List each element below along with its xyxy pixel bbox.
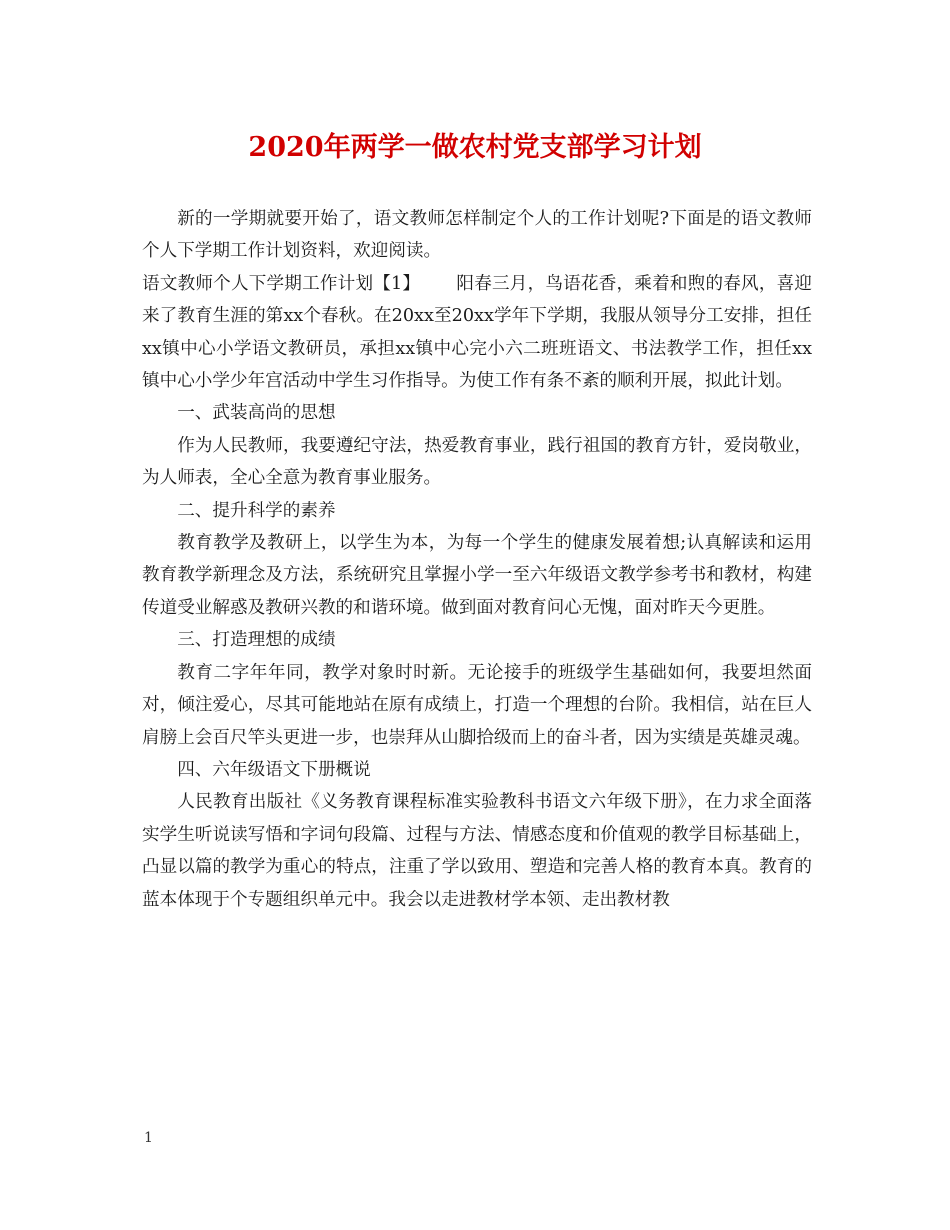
- plan-paragraph: [142, 268, 812, 398]
- plan-opening: 阳春三月，鸟语花香，乘着和煦的春风，喜迎来了教育生涯的第xx个春秋。在20xx至20xx学年下学期，我服从领导分工安排，担任xx镇中心小学语文教研员，承担xx镇中心完小六二班班语文、书法教学工作，担任xx镇中心小学少年宫活动中学生习作指导。为使工作有条不紊的顺利开展，拟此计划。: [142, 273, 812, 392]
- section-text-1: 作为人民教师，我要遵纪守法，热爱教育事业，践行祖国的教育方针，爱岗敬业，为人师表，全心全意为教育事业服务。: [142, 435, 812, 489]
- document-title: 2020年两学一做农村党支部学习计划: [248, 132, 702, 163]
- section-text-3: 教育二字年年同，教学对象时时新。无论接手的班级学生基础如何，我要坦然面对，倾注爱心，尽其可能地站在原有成绩上，打造一个理想的台阶。我相信，站在巨人肩膀上会百尺竿头更进一步，也崇拜从山脚拾级而上的奋斗者，因为实绩是英雄灵魂。: [142, 662, 812, 748]
- section-heading-2: 二、提升科学的素养: [177, 500, 336, 521]
- section-text-2: 教育教学及教研上，以学生为本，为每一个学生的健康发展着想;认真解读和运用教育教学新理念及方法，系统研究且掌握小学一至六年级语文教学参考书和教材，构建传道受业解惑及教研兴教的和谐环境。做到面对教育问心无愧，面对昨天今更胜。: [142, 533, 812, 618]
- section-heading-4: 四、六年级语文下册概说: [177, 759, 371, 780]
- section-text-4: 人民教育出版社《义务教育课程标准实验教科书语文六年级下册》，在力求全面落实学生听说读写悟和字词句段篇、过程与方法、情感态度和价值观的教学目标基础上，凸显以篇的教学为重心的特点，注重了学以致用、塑造和完善人格的教育本真。教育的蓝本体现于个专题组织单元中。我会以走进教材学本领、走出教材教: [142, 792, 812, 910]
- plan-heading: 语文教师个人下学期工作计划【1】: [142, 273, 421, 294]
- page-number: 1: [144, 1130, 153, 1146]
- section-heading-3: 三、打造理想的成绩: [177, 630, 336, 651]
- intro-paragraph: 新的一学期就要开始了，语文教师怎样制定个人的工作计划呢?下面是的语文教师个人下学期工作计划资料，欢迎阅读。: [142, 209, 812, 262]
- document-body: [142, 203, 812, 916]
- section-heading-1: 一、武装高尚的思想: [177, 403, 336, 424]
